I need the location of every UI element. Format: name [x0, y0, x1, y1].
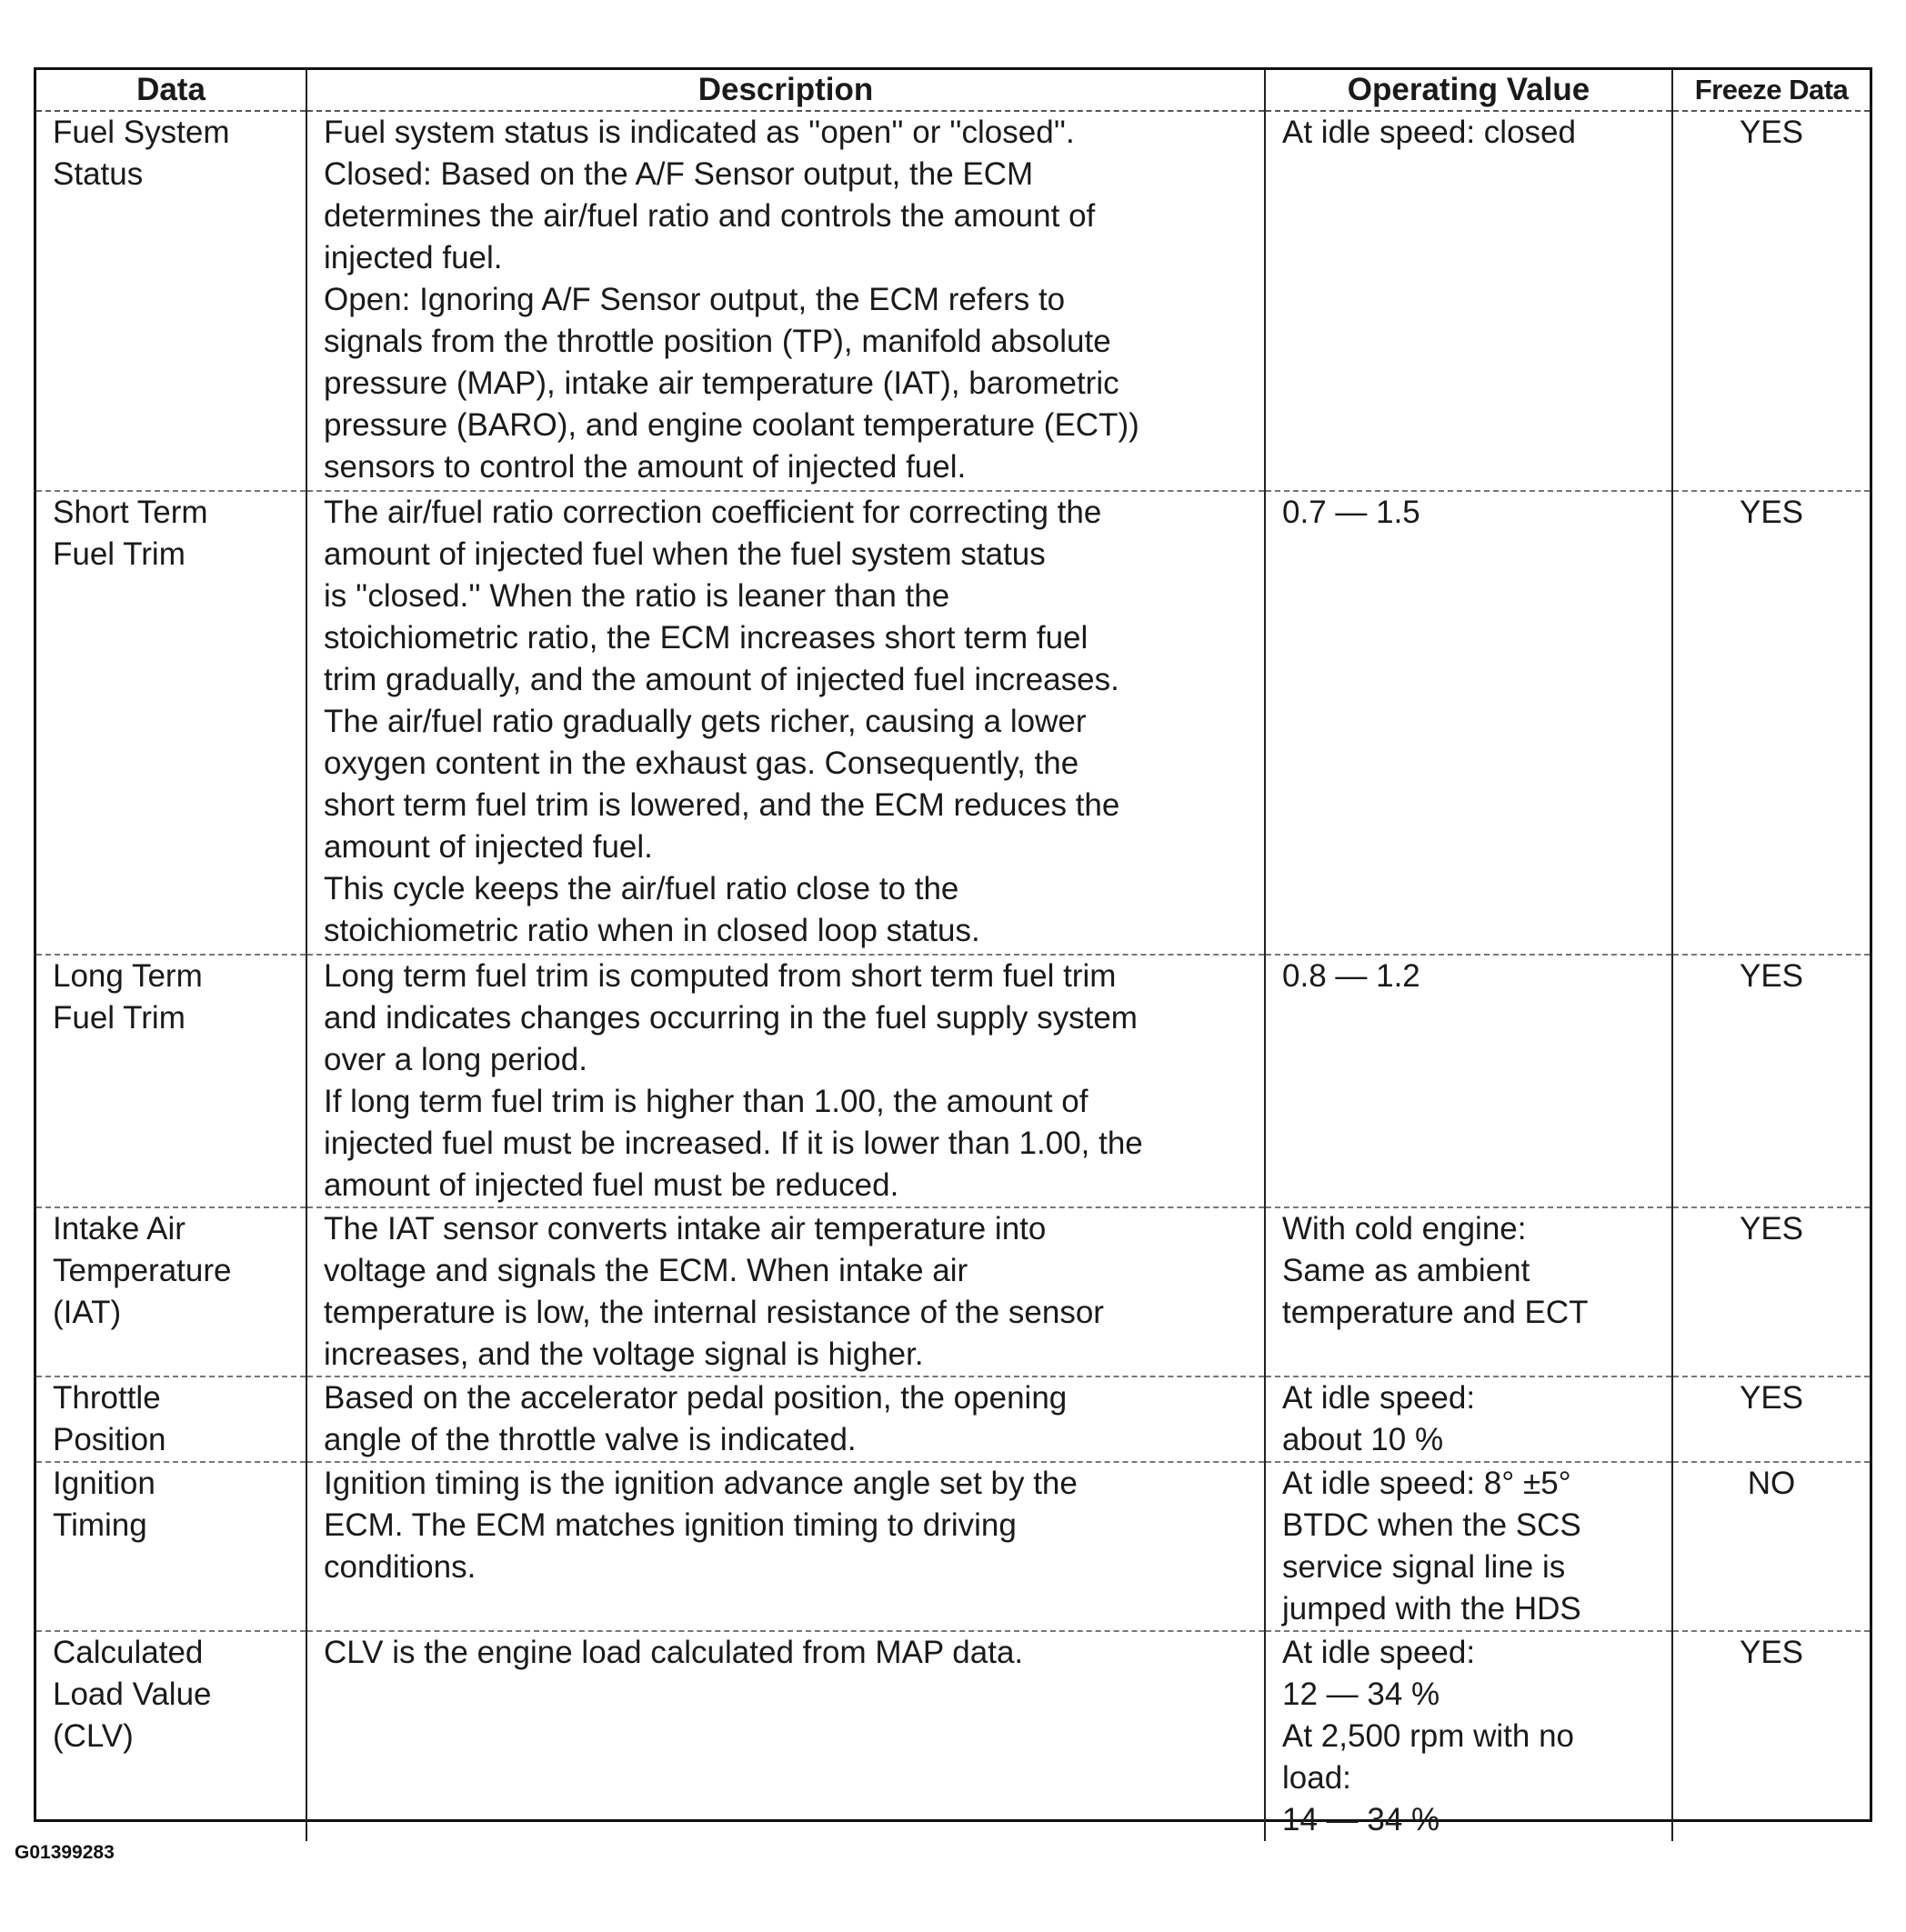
header-row — [36, 70, 1870, 111]
description-line: conditions. — [324, 1549, 476, 1585]
description-line: pressure (BARO), and engine coolant temperature (ECT)) — [324, 407, 1139, 443]
operating-value-line: about 10 % — [1282, 1422, 1444, 1457]
data-cell — [36, 111, 306, 491]
description-line: oxygen content in the exhaust gas. Consequently, the — [324, 746, 1079, 781]
operating-value-line: At idle speed: 8° ±5° — [1282, 1466, 1571, 1501]
data-line: Short Term — [53, 495, 208, 530]
description-cell — [306, 1376, 1265, 1462]
description-line: and indicates changes occurring in the fuel supply system — [324, 1000, 1138, 1036]
header-data: Data — [36, 70, 306, 111]
operating-value-line: 14 — 34 % — [1282, 1802, 1440, 1837]
description-line: stoichiometric ratio when in closed loop status. — [324, 913, 980, 948]
data-line: Fuel Trim — [53, 1000, 186, 1036]
data-line: Temperature — [53, 1253, 232, 1288]
data-cell — [36, 955, 306, 1207]
description-line: over a long period. — [324, 1042, 587, 1077]
table-row — [36, 955, 1870, 1207]
description-cell — [306, 1462, 1265, 1631]
description-line: short term fuel trim is lowered, and the ECM reduces the — [324, 787, 1120, 823]
description-line: amount of injected fuel when the fuel system status — [324, 536, 1046, 572]
data-line: (CLV) — [53, 1718, 134, 1754]
freeze-data-cell: YES — [1672, 491, 1870, 955]
description-line: If long term fuel trim is higher than 1.00, the amount of — [324, 1084, 1088, 1119]
data-cell — [36, 1376, 306, 1462]
description-cell — [306, 1207, 1265, 1376]
operating-value-line: Same as ambient — [1282, 1253, 1530, 1288]
description-line: The air/fuel ratio correction coefficient for correcting the — [324, 495, 1102, 530]
description-line: angle of the throttle valve is indicated. — [324, 1422, 857, 1457]
description-cell — [306, 491, 1265, 955]
description-line: injected fuel. — [324, 240, 503, 275]
freeze-data-cell: YES — [1672, 955, 1870, 1207]
data-line: Timing — [53, 1507, 147, 1543]
description-line: Ignition timing is the ignition advance angle set by the — [324, 1466, 1078, 1501]
operating-value-line: At idle speed: closed — [1282, 115, 1576, 150]
description-line: This cycle keeps the air/fuel ratio close to the — [324, 871, 959, 906]
operating-value-cell — [1265, 491, 1672, 955]
freeze-data-cell: YES — [1672, 111, 1870, 491]
data-cell — [36, 491, 306, 955]
header-description: Description — [306, 70, 1265, 111]
data-line: Calculated — [53, 1635, 204, 1670]
description-line: amount of injected fuel. — [324, 829, 653, 865]
data-table-frame — [34, 67, 1872, 1837]
description-line: stoichiometric ratio, the ECM increases short term fuel — [324, 620, 1088, 656]
data-line: Intake Air — [53, 1211, 186, 1246]
operating-value-line: At 2,500 rpm with no — [1282, 1718, 1574, 1754]
figure-id: G01399283 — [15, 1842, 115, 1863]
description-line: increases, and the voltage signal is higher. — [324, 1336, 924, 1372]
operating-value-line: 12 — 34 % — [1282, 1677, 1440, 1712]
description-line: trim gradually, and the amount of injected fuel increases. — [324, 662, 1119, 697]
operating-value-line: temperature and ECT — [1282, 1295, 1589, 1330]
operating-value-line: At idle speed: — [1282, 1380, 1476, 1416]
description-line: Based on the accelerator pedal position, the opening — [324, 1380, 1068, 1416]
description-line: temperature is low, the internal resistance of the sensor — [324, 1295, 1104, 1330]
data-line: Ignition — [53, 1466, 155, 1501]
header-operating-value: Operating Value — [1265, 70, 1672, 111]
header-freeze-data: Freeze Data — [1672, 70, 1870, 111]
freeze-data-cell: YES — [1672, 1376, 1870, 1462]
operating-value-line: service signal line is — [1282, 1549, 1566, 1585]
data-line: Status — [53, 156, 144, 192]
data-cell — [36, 1207, 306, 1376]
data-line: Position — [53, 1422, 166, 1457]
data-line: Throttle — [53, 1380, 161, 1416]
data-line: Long Term — [53, 958, 203, 994]
operating-value-line: BTDC when the SCS — [1282, 1507, 1581, 1543]
description-line: ECM. The ECM matches ignition timing to driving — [324, 1507, 1017, 1543]
description-line: amount of injected fuel must be reduced. — [324, 1167, 899, 1203]
table-row — [36, 1376, 1870, 1462]
data-line: (IAT) — [53, 1295, 122, 1330]
freeze-data-table — [36, 70, 1870, 1841]
description-line: signals from the throttle position (TP), manifold absolute — [324, 324, 1111, 359]
data-cell — [36, 1631, 306, 1841]
description-cell — [306, 955, 1265, 1207]
table-row — [36, 1462, 1870, 1631]
operating-value-line: 0.7 — 1.5 — [1282, 495, 1420, 530]
description-line: Long term fuel trim is computed from short term fuel trim — [324, 958, 1117, 994]
description-line: injected fuel must be increased. If it is lower than 1.00, the — [324, 1126, 1143, 1161]
operating-value-line: With cold engine: — [1282, 1211, 1527, 1246]
table-row — [36, 111, 1870, 491]
operating-value-line: jumped with the HDS — [1282, 1591, 1581, 1627]
data-line: Fuel System — [53, 115, 230, 150]
operating-value-line: At idle speed: — [1282, 1635, 1476, 1670]
operating-value-cell — [1265, 1207, 1672, 1376]
description-cell — [306, 1631, 1265, 1841]
description-line: Fuel system status is indicated as ''open'' or ''closed''. — [324, 115, 1075, 150]
operating-value-cell — [1265, 1631, 1672, 1841]
operating-value-cell — [1265, 1376, 1672, 1462]
description-line: sensors to control the amount of injected fuel. — [324, 449, 967, 485]
operating-value-cell — [1265, 111, 1672, 491]
description-line: The IAT sensor converts intake air temperature into — [324, 1211, 1047, 1246]
freeze-data-cell: YES — [1672, 1631, 1870, 1841]
description-line: Open: Ignoring A/F Sensor output, the ECM refers to — [324, 282, 1066, 317]
description-line: voltage and signals the ECM. When intake air — [324, 1253, 968, 1288]
description-line: pressure (MAP), intake air temperature (IAT), barometric — [324, 365, 1119, 401]
description-cell — [306, 111, 1265, 491]
data-cell — [36, 1462, 306, 1631]
table-row — [36, 1631, 1870, 1841]
description-line: is ''closed.'' When the ratio is leaner than the — [324, 578, 950, 614]
operating-value-cell — [1265, 955, 1672, 1207]
description-line: CLV is the engine load calculated from MAP data. — [324, 1635, 1024, 1670]
operating-value-line: load: — [1282, 1760, 1351, 1796]
description-line: determines the air/fuel ratio and controls the amount of — [324, 198, 1096, 234]
description-line: The air/fuel ratio gradually gets richer, causing a lower — [324, 704, 1087, 739]
data-line: Fuel Trim — [53, 536, 186, 572]
table-row — [36, 1207, 1870, 1376]
description-line: Closed: Based on the A/F Sensor output, the ECM — [324, 156, 1034, 192]
freeze-data-cell: YES — [1672, 1207, 1870, 1376]
table-row — [36, 491, 1870, 955]
operating-value-line: 0.8 — 1.2 — [1282, 958, 1420, 994]
operating-value-cell — [1265, 1462, 1672, 1631]
data-line: Load Value — [53, 1677, 212, 1712]
freeze-data-cell: NO — [1672, 1462, 1870, 1631]
